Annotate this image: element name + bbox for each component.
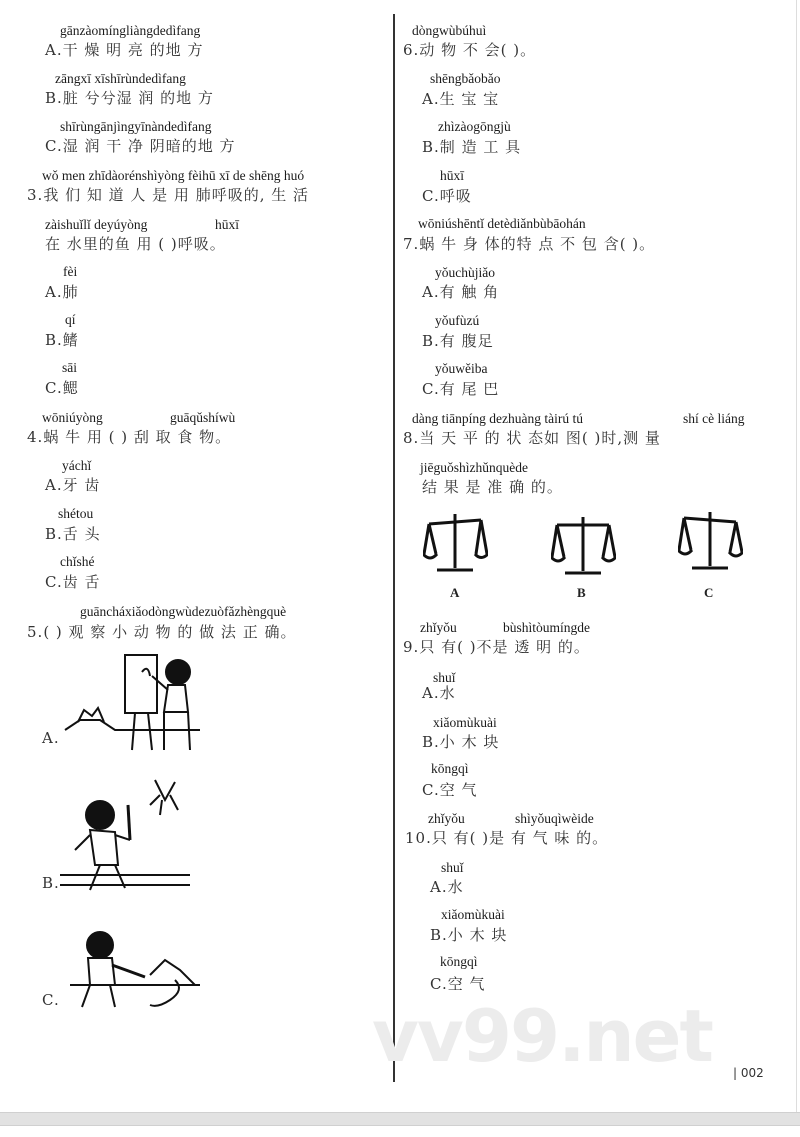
option-c	[422, 189, 472, 204]
option-pinyin: kōngqì	[431, 761, 469, 776]
question-3	[27, 188, 309, 203]
option-pinyin: zāngxī xīshīrùndedìfang	[55, 71, 186, 86]
option-c	[430, 977, 486, 992]
item-text: 水	[447, 878, 464, 896]
item-label: C.	[45, 137, 63, 155]
option-c: C.	[42, 991, 60, 1009]
item-text: 我 们 知 道 人 是 用 肺呼吸的, 生 活	[43, 186, 309, 204]
question-pinyin: wōniúshēntǐ detèdiǎnbùbāohán	[418, 216, 586, 231]
item-label: B.	[422, 332, 440, 350]
question-pinyin: wǒ men zhīdàorénshìyòng fèihū xī de shēng huó	[42, 168, 305, 183]
item-label: B.	[45, 89, 63, 107]
option-pinyin: shēngbǎobǎo	[430, 71, 501, 86]
option-a	[45, 43, 203, 58]
item-text: 鳍	[62, 331, 79, 349]
item-label: B.	[45, 525, 63, 543]
item-label: B.	[45, 331, 63, 349]
option-pinyin: yǒuwěiba	[435, 361, 488, 376]
option-pinyin: kōngqì	[440, 954, 478, 969]
item-label: 7.	[403, 235, 420, 253]
figure-label-c: C	[704, 585, 714, 600]
question-pinyin: zàishuǐlǐ deyúyòng	[45, 217, 148, 232]
item-text: 湿 润 干 净 阴暗的地 方	[62, 137, 236, 155]
item-label: 3.	[27, 186, 44, 204]
question-8	[403, 431, 661, 446]
option-b	[45, 333, 79, 348]
item-text: 鳃	[62, 379, 79, 397]
question-5	[27, 625, 296, 640]
balance-figure	[418, 505, 758, 605]
item-label: C.	[45, 573, 63, 591]
option-b	[422, 334, 494, 349]
page-number-value: 002	[740, 1066, 764, 1080]
item-text: 空 气	[447, 975, 486, 993]
question-pinyin: hūxī	[215, 217, 240, 232]
option-pinyin: xiǎomùkuài	[433, 715, 497, 730]
option-b	[430, 928, 507, 943]
item-text: 肺	[62, 283, 79, 301]
item-label: 5.	[27, 623, 44, 641]
illustration-girl-drawing	[60, 650, 200, 755]
item-label: A.	[422, 283, 440, 301]
option-c	[45, 575, 101, 590]
item-label: A.	[45, 41, 63, 59]
item-text: 呼吸	[439, 187, 472, 205]
option-a	[430, 880, 464, 895]
option-a	[422, 285, 499, 300]
balance-scale-b-icon	[551, 513, 616, 578]
figure-label-a: A	[450, 585, 460, 600]
item-label: 10.	[405, 829, 432, 847]
question-pinyin: dàng tiānpíng dezhuàng tàirú tú	[412, 411, 583, 426]
item-text: 当 天 平 的 状 态如 图( )时,测 量	[419, 429, 661, 447]
option-pinyin: shétou	[58, 506, 94, 521]
item-label: C.	[430, 975, 448, 993]
item-text: 小 木 块	[447, 926, 508, 944]
item-label: 8.	[403, 429, 420, 447]
item-text: 有 尾 巴	[439, 380, 500, 398]
option-b	[422, 140, 521, 155]
question-6	[403, 43, 536, 58]
option-pinyin: shuǐ	[441, 860, 464, 875]
question-pinyin: guāqǔshíwù	[170, 410, 236, 425]
option-pinyin: hūxī	[440, 168, 465, 183]
item-text: 干 燥 明 亮 的地 方	[62, 41, 204, 59]
option-pinyin: gānzàomíngliàngdedìfang	[60, 23, 201, 38]
option-c	[45, 139, 236, 154]
question-pinyin: jiēguǒshìzhǔnquède	[420, 460, 528, 475]
question-pinyin: wōniúyòng	[42, 410, 103, 425]
question-7	[403, 237, 655, 252]
option-pinyin: xiǎomùkuài	[441, 907, 505, 922]
option-b	[45, 527, 101, 542]
item-label: A.	[430, 878, 448, 896]
item-label: A.	[45, 476, 63, 494]
option-a	[45, 285, 79, 300]
item-text: 生 宝 宝	[439, 90, 500, 108]
question-pinyin: bùshìtòumíngde	[503, 620, 590, 635]
item-text: 有 腹足	[439, 332, 494, 350]
item-label: C.	[422, 380, 440, 398]
item-text: 齿 舌	[62, 573, 101, 591]
item-text: ( ) 观 察 小 动 物 的 做 法 正 确。	[43, 623, 297, 641]
item-text: 牙 齿	[62, 476, 101, 494]
question-pinyin: zhǐyǒu	[428, 811, 465, 826]
illustration-boy-with-stick	[60, 770, 190, 900]
question-pinyin: guāncháxiǎodòngwùdezuòfǎzhèngquè	[80, 604, 287, 619]
item-text: 小 木 块	[439, 733, 500, 751]
option-pinyin: qí	[65, 312, 76, 327]
question-10	[405, 831, 608, 846]
option-c	[45, 381, 79, 396]
item-label: B.	[422, 138, 440, 156]
option-pinyin: yǒuchùjiǎo	[435, 265, 495, 280]
column-divider	[393, 14, 395, 1082]
balance-scale-c-icon	[678, 508, 743, 573]
question-3-continued: 在 水里的鱼 用 ( )呼吸。	[45, 235, 226, 253]
item-text: 只 有( )是 有 气 味 的。	[431, 829, 609, 847]
item-label: C.	[422, 187, 440, 205]
figure-label-b: B	[577, 585, 586, 600]
item-label: A.	[422, 684, 440, 702]
option-pinyin: shīrùngānjìngyīnàndedìfang	[60, 119, 212, 134]
option-pinyin: chǐshé	[60, 554, 95, 569]
item-text: 蜗 牛 身 体的特 点 不 包 含( )。	[419, 235, 656, 253]
item-text: 动 物 不 会( )。	[419, 41, 537, 59]
option-pinyin: fèi	[63, 264, 78, 279]
option-a	[422, 92, 499, 107]
item-text: 有 触 角	[439, 283, 500, 301]
option-c	[422, 382, 499, 397]
item-label: 6.	[403, 41, 420, 59]
option-c	[422, 783, 478, 798]
item-text: 只 有( )不是 透 明 的。	[419, 638, 590, 656]
option-a	[422, 686, 456, 701]
option-pinyin: zhìzàogōngjù	[438, 119, 511, 134]
question-9	[403, 640, 590, 655]
question-8-continued: 结 果 是 准 确 的。	[422, 478, 563, 496]
item-label: B.	[422, 733, 440, 751]
item-text: 蜗 牛 用 ( ) 刮 取 食 物。	[43, 428, 232, 446]
option-pinyin: shuǐ	[433, 670, 456, 685]
item-label: 4.	[27, 428, 44, 446]
question-pinyin: shí cè liáng	[683, 411, 745, 426]
item-label: A.	[422, 90, 440, 108]
page-edge	[796, 0, 797, 1112]
question-pinyin: shìyǒuqìwèide	[515, 811, 594, 826]
question-pinyin: dòngwùbúhuì	[412, 23, 487, 38]
item-text: 空 气	[439, 781, 478, 799]
watermark: vv99.net	[372, 994, 712, 1078]
option-b: B.	[42, 874, 60, 892]
option-pinyin: yǒufùzú	[435, 313, 480, 328]
option-b	[45, 91, 214, 106]
item-label: 9.	[403, 638, 420, 656]
illustration-boy-with-snake	[60, 925, 200, 1015]
balance-scale-a-icon	[423, 510, 488, 575]
item-label: B.	[430, 926, 448, 944]
question-4	[27, 430, 231, 445]
option-b	[422, 735, 499, 750]
option-a: A.	[42, 729, 60, 747]
item-text: 脏 兮兮湿 润 的地 方	[62, 89, 214, 107]
question-pinyin: zhǐyǒu	[420, 620, 457, 635]
item-text: 制 造 工 具	[439, 138, 522, 156]
item-text: 水	[439, 684, 456, 702]
item-text: 舌 头	[62, 525, 101, 543]
page-number: | 002	[733, 1066, 764, 1080]
option-a	[45, 478, 100, 493]
item-label: A.	[45, 283, 63, 301]
item-label: C.	[422, 781, 440, 799]
item-label: C.	[45, 379, 63, 397]
option-pinyin: yáchǐ	[62, 458, 92, 473]
page-separator	[0, 1112, 800, 1126]
option-pinyin: sāi	[62, 360, 77, 375]
